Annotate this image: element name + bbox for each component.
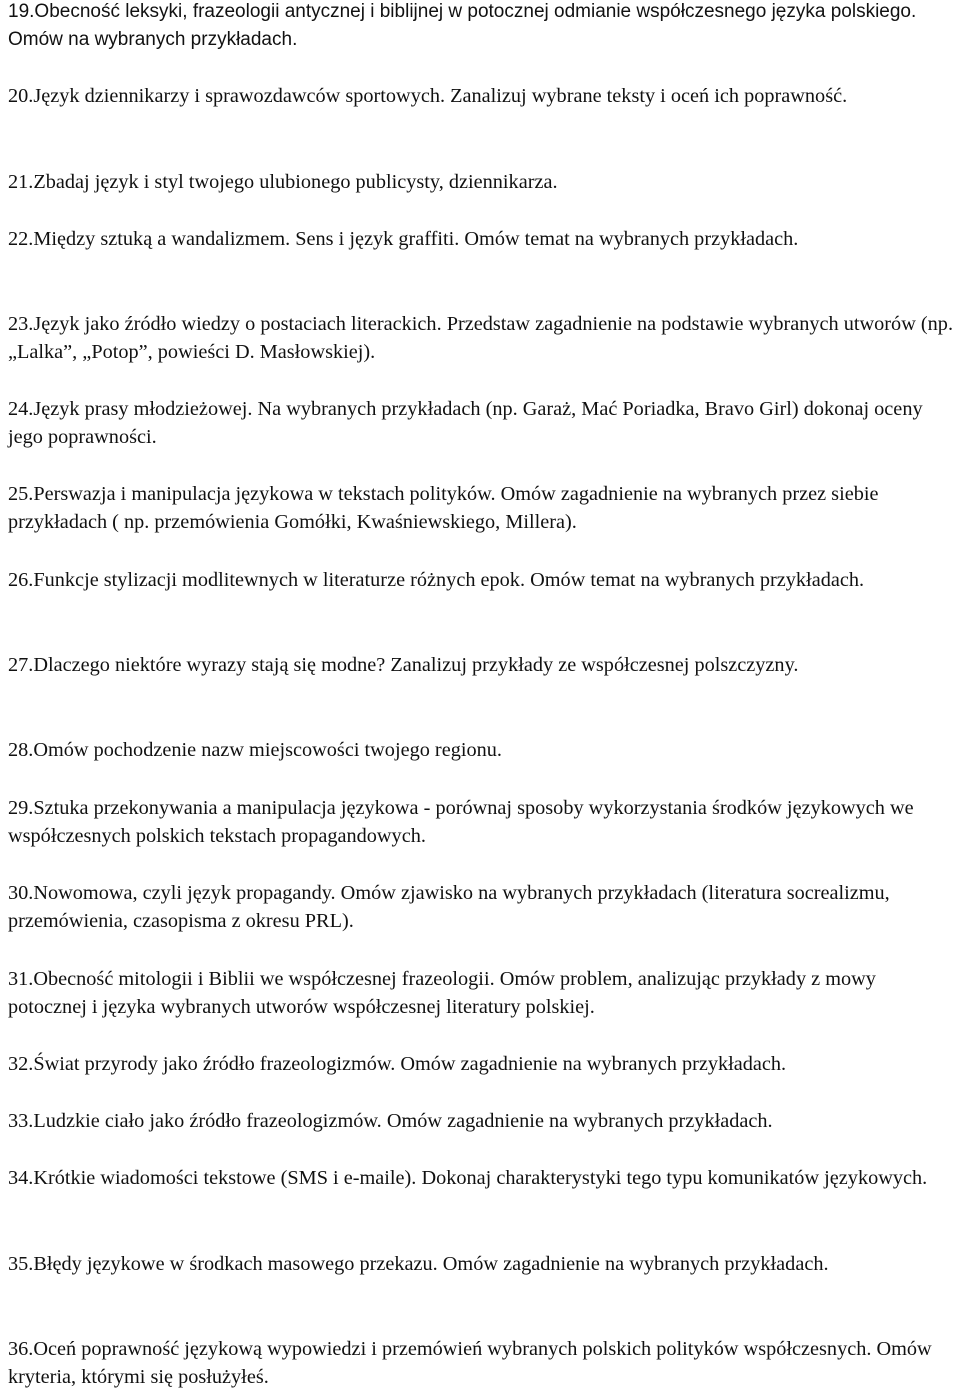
topic-number: 26. [8, 569, 34, 591]
topic-22 [8, 225, 958, 253]
topic-number: 32. [8, 1053, 34, 1075]
topic-text: Zbadaj język i styl twojego ulubionego publicysty, dziennikarza. [33, 171, 558, 193]
topic-number: 25. [8, 483, 34, 505]
topic-33 [8, 1107, 958, 1135]
topic-text: Nowomowa, czyli język propagandy. Omów zjawisko na wybranych przykładach (literatura socrealizmu, przemówienia, czasopisma z okresu PRL). [8, 882, 890, 932]
topic-number: 35. [8, 1253, 34, 1275]
topic-20 [8, 82, 958, 110]
topic-26 [8, 566, 958, 594]
topic-number: 21. [8, 171, 34, 193]
topic-23 [8, 310, 958, 366]
topic-30 [8, 879, 958, 935]
topic-text: Obecność mitologii i Biblii we współczesnej frazeologii. Omów problem, analizując przykłady z mowy potocznej i języka wybranych utworów współczesnej literatury polskiej. [8, 968, 876, 1018]
topic-text: Błędy językowe w środkach masowego przekazu. Omów zagadnienie na wybranych przykładach. [33, 1253, 829, 1275]
topic-number: 28. [8, 739, 34, 761]
topic-number: 19. [8, 1, 35, 22]
topic-number: 34. [8, 1167, 34, 1189]
topic-21 [8, 168, 958, 196]
topic-text: Krótkie wiadomości tekstowe (SMS i e-maile). Dokonaj charakterystyki tego typu komunikatów językowych. [33, 1167, 928, 1189]
topic-text: Omów pochodzenie nazw miejscowości twojego regionu. [33, 739, 502, 761]
topic-29 [8, 794, 958, 850]
topic-text: Perswazja i manipulacja językowa w tekstach polityków. Omów zagadnienie na wybranych przez siebie przykładach ( np. przemówienia Gomółki, Kwaśniewskiego, Millera). [8, 483, 879, 533]
topic-text: Język prasy młodzieżowej. Na wybranych przykładach (np. Garaż, Mać Poriadka, Bravo Girl) dokonaj oceny jego poprawności. [8, 398, 923, 448]
topic-number: 29. [8, 797, 34, 819]
topic-24 [8, 395, 958, 451]
topic-text: Funkcje stylizacji modlitewnych w literaturze różnych epok. Omów temat na wybranych przykładach. [33, 569, 865, 591]
topic-number: 22. [8, 228, 34, 250]
topic-text: Dlaczego niektóre wyrazy stają się modne? Zanalizuj przykłady ze współczesnej polszczyzny. [33, 654, 799, 676]
topic-36 [8, 1335, 958, 1391]
topic-text: Między sztuką a wandalizmem. Sens i język graffiti. Omów temat na wybranych przykładach. [33, 228, 799, 250]
topic-text: Ludzkie ciało jako źródło frazeologizmów. Omów zagadnienie na wybranych przykładach. [33, 1110, 773, 1132]
topic-number: 30. [8, 882, 34, 904]
topic-text: Język dziennikarzy i sprawozdawców sportowych. Zanalizuj wybrane teksty i oceń ich poprawność. [33, 85, 848, 107]
topic-32 [8, 1050, 958, 1078]
topic-34 [8, 1164, 958, 1192]
topic-27 [8, 651, 958, 679]
topic-text: Świat przyrody jako źródło frazeologizmów. Omów zagadnienie na wybranych przykładach. [33, 1053, 787, 1075]
topic-number: 36. [8, 1338, 34, 1360]
topic-number: 33. [8, 1110, 34, 1132]
topic-number: 27. [8, 654, 34, 676]
topic-text: Oceń poprawność językową wypowiedzi i przemówień wybranych polskich polityków współczesnych. Omów kryteria, którymi się posłużyłeś. [8, 1338, 932, 1388]
topic-35 [8, 1250, 958, 1278]
topic-text: Sztuka przekonywania a manipulacja językowa - porównaj sposoby wykorzystania środków językowych we współczesnych polskich tekstach propagandowych. [8, 797, 914, 847]
topic-number: 24. [8, 398, 34, 420]
topic-28 [8, 736, 958, 764]
topic-number: 20. [8, 85, 34, 107]
topic-25 [8, 480, 958, 536]
topic-31 [8, 965, 958, 1021]
topic-number: 23. [8, 313, 34, 335]
topic-19 [8, 0, 958, 54]
topic-number: 31. [8, 968, 34, 990]
topic-text: Obecność leksyki, frazeologii antycznej i biblijnej w potocznej odmianie współczesnego języka polskiego. Omów na wybranych przykładach. [8, 1, 917, 50]
topic-text: Język jako źródło wiedzy o postaciach literackich. Przedstaw zagadnienie na podstawie wybranych utworów (np. „Lalka”, „Potop”, powieści D. Masłowskiej). [8, 313, 954, 363]
